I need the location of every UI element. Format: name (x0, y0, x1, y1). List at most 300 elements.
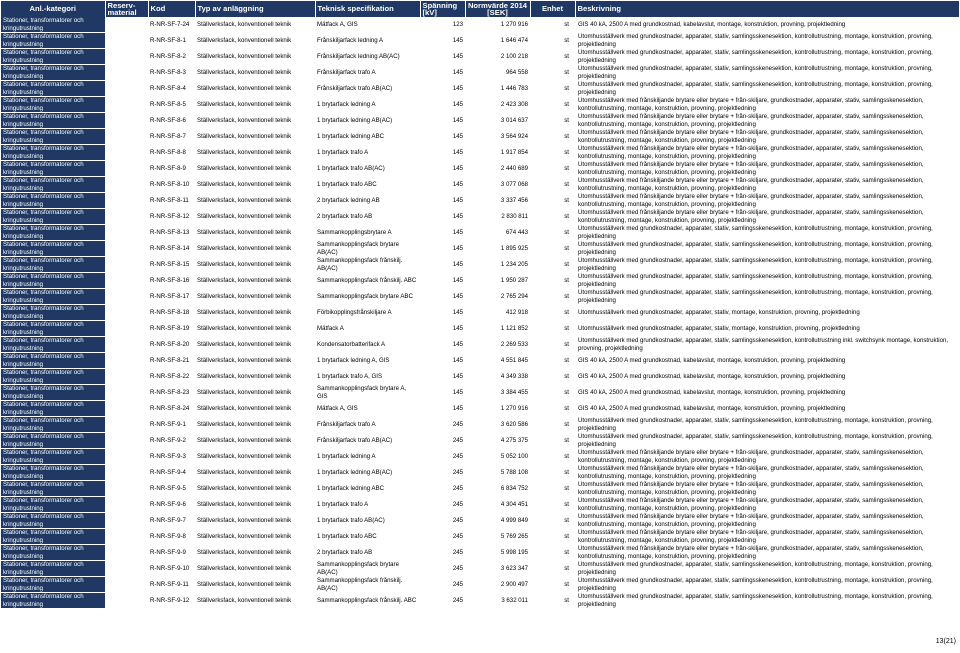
table-row (1, 545, 959, 561)
row-description: Utomhusställverk med frånskiljande brytare eller brytare + från-skiljare, grundkostnader, apparater, stativ, samlingsskenesektion, kontrollutrustning, montage, konstruktion, provning, projektledning (575, 145, 959, 161)
table-row (1, 225, 959, 241)
row-code: R-NR-SF-8-2 (148, 49, 195, 65)
row-technical-spec: 1 brytarfack trafo ABC (315, 177, 420, 193)
row-norm-value: 4 304 451 (465, 497, 530, 513)
row-reserve-material (105, 305, 148, 321)
row-reserve-material (105, 593, 148, 609)
row-facility-type: Ställverksfack, konventionell teknik (195, 209, 315, 225)
row-unit: st (530, 257, 575, 273)
row-norm-value: 1 270 916 (465, 401, 530, 417)
row-description: GIS 40 kA, 2500 A med grundkostnad, kabelavslut, montage, konstruktion, provning, projektledning (575, 353, 959, 369)
row-norm-value: 2 765 294 (465, 289, 530, 305)
row-technical-spec: Frånskiljarfack trafo AB(AC) (315, 81, 420, 97)
row-technical-spec: 2 brytarfack trafo AB (315, 545, 420, 561)
row-norm-value: 3 620 586 (465, 417, 530, 433)
row-category: Stationer, transformatorer och kringutrustning (1, 65, 105, 81)
row-reserve-material (105, 17, 148, 33)
row-reserve-material (105, 193, 148, 209)
row-code: R-NR-SF-8-14 (148, 241, 195, 257)
row-facility-type: Ställverksfack, konventionell teknik (195, 529, 315, 545)
table-row (1, 465, 959, 481)
row-technical-spec: Mätfack A, GIS (315, 401, 420, 417)
row-unit: st (530, 385, 575, 401)
row-code: R-NR-SF-8-4 (148, 81, 195, 97)
row-reserve-material (105, 257, 148, 273)
row-voltage: 245 (420, 529, 465, 545)
table-row (1, 481, 959, 497)
row-unit: st (530, 97, 575, 113)
row-reserve-material (105, 449, 148, 465)
row-voltage: 145 (420, 353, 465, 369)
row-facility-type: Ställverksfack, konventionell teknik (195, 241, 315, 257)
row-technical-spec: 1 brytarfack ledning A (315, 97, 420, 113)
row-norm-value: 2 100 218 (465, 49, 530, 65)
row-code: R-NR-SF-8-20 (148, 337, 195, 353)
row-category: Stationer, transformatorer och kringutrustning (1, 49, 105, 65)
row-technical-spec: Frånskiljarfack trafo A (315, 417, 420, 433)
row-code: R-NR-SF-8-11 (148, 193, 195, 209)
row-description: Utomhusställverk med frånskiljande brytare eller brytare + från-skiljare, grundkostnader, apparater, stativ, samlingsskenesektion, kontrollutrustning, montage, konstruktion, provning, projektledning (575, 545, 959, 561)
row-voltage: 145 (420, 81, 465, 97)
row-unit: st (530, 305, 575, 321)
row-technical-spec: Sammankopplingsfack frånskilj. AB(AC) (315, 577, 420, 593)
row-voltage: 245 (420, 513, 465, 529)
row-facility-type: Ställverksfack, konventionell teknik (195, 513, 315, 529)
row-unit: st (530, 225, 575, 241)
row-code: R-NR-SF-9-11 (148, 577, 195, 593)
row-description: Utomhusställverk med frånskiljande brytare eller brytare + från-skiljare, grundkostnader, apparater, stativ, samlingsskenesektion, kontrollutrustning, montage, konstruktion, provning, projektledning (575, 177, 959, 193)
table-row (1, 353, 959, 369)
row-norm-value: 1 950 287 (465, 273, 530, 289)
row-description: GIS 40 kA, 2500 A med grundkostnad, kabelavslut, montage, konstruktion, provning, projektledning (575, 385, 959, 401)
header-unit: Enhet (530, 1, 575, 17)
row-description: Utomhusställverk med grundkostnader, apparater, stativ, samlingsskenesektion, kontrollutrustning, montage, konstruktion, provning, projektledning (575, 593, 959, 609)
row-technical-spec: 1 brytarfack ledning A (315, 449, 420, 465)
row-category: Stationer, transformatorer och kringutrustning (1, 33, 105, 49)
row-unit: st (530, 577, 575, 593)
table-row (1, 513, 959, 529)
row-category: Stationer, transformatorer och kringutrustning (1, 401, 105, 417)
table-row (1, 33, 959, 49)
row-unit: st (530, 545, 575, 561)
row-norm-value: 2 269 533 (465, 337, 530, 353)
row-facility-type: Ställverksfack, konventionell teknik (195, 561, 315, 577)
row-voltage: 145 (420, 161, 465, 177)
row-category: Stationer, transformatorer och kringutrustning (1, 193, 105, 209)
row-norm-value: 1 121 852 (465, 321, 530, 337)
row-norm-value: 4 349 338 (465, 369, 530, 385)
row-voltage: 145 (420, 129, 465, 145)
row-description: Utomhusställverk med grundkostnader, apparater, stativ, samlingsskenesektion, kontrollutrustning, montage, konstruktion, provning, projektledning (575, 273, 959, 289)
row-description: Utomhusställverk med frånskiljande brytare eller brytare + från-skiljare, grundkostnader, apparater, stativ, samlingsskenesektion, kontrollutrustning, montage, konstruktion, provning, projektledning (575, 97, 959, 113)
row-unit: st (530, 465, 575, 481)
row-category: Stationer, transformatorer och kringutrustning (1, 433, 105, 449)
row-technical-spec: Mätfack A, GIS (315, 17, 420, 33)
row-description: Utomhusställverk med frånskiljande brytare eller brytare + från-skiljare, grundkostnader, apparater, stativ, samlingsskenesektion, kontrollutrustning, montage, konstruktion, provning, projektledning (575, 129, 959, 145)
row-technical-spec: 1 brytarfack trafo AB(AC) (315, 161, 420, 177)
row-voltage: 145 (420, 177, 465, 193)
norm-value-table (1, 1, 960, 609)
row-category: Stationer, transformatorer och kringutrustning (1, 369, 105, 385)
row-description: Utomhusställverk med grundkostnader, apparater, stativ, samlingsskenesektion, kontrollutrustning, montage, konstruktion, provning, projektledning (575, 241, 959, 257)
row-unit: st (530, 481, 575, 497)
row-unit: st (530, 177, 575, 193)
header-category: Anl.-kategori (1, 1, 105, 17)
row-description: Utomhusställverk med grundkostnader, apparater, stativ, samlingsskenesektion, kontrollutrustning, montage, konstruktion, provning, projektledning (575, 81, 959, 97)
row-voltage: 245 (420, 465, 465, 481)
row-technical-spec: 1 brytarfack trafo A (315, 497, 420, 513)
row-category: Stationer, transformatorer och kringutrustning (1, 17, 105, 33)
row-reserve-material (105, 225, 148, 241)
row-category: Stationer, transformatorer och kringutrustning (1, 113, 105, 129)
row-code: R-NR-SF-9-12 (148, 593, 195, 609)
row-facility-type: Ställverksfack, konventionell teknik (195, 465, 315, 481)
row-norm-value: 1 917 854 (465, 145, 530, 161)
row-facility-type: Ställverksfack, konventionell teknik (195, 193, 315, 209)
row-reserve-material (105, 497, 148, 513)
table-row (1, 593, 959, 609)
row-norm-value: 3 564 924 (465, 129, 530, 145)
row-facility-type: Ställverksfack, konventionell teknik (195, 81, 315, 97)
table-row (1, 65, 959, 81)
row-voltage: 145 (420, 209, 465, 225)
row-voltage: 145 (420, 385, 465, 401)
row-norm-value: 2 900 497 (465, 577, 530, 593)
table-row (1, 97, 959, 113)
row-technical-spec: Sammankopplingsfack frånskilj. ABC (315, 273, 420, 289)
row-unit: st (530, 193, 575, 209)
row-unit: st (530, 129, 575, 145)
row-reserve-material (105, 481, 148, 497)
table-row (1, 289, 959, 305)
table-row (1, 449, 959, 465)
row-code: R-NR-SF-8-13 (148, 225, 195, 241)
row-voltage: 145 (420, 289, 465, 305)
row-norm-value: 412 918 (465, 305, 530, 321)
row-norm-value: 2 423 308 (465, 97, 530, 113)
row-norm-value: 1 234 205 (465, 257, 530, 273)
row-reserve-material (105, 337, 148, 353)
row-technical-spec: 1 brytarfack ledning A, GIS (315, 353, 420, 369)
row-code: R-NR-SF-8-5 (148, 97, 195, 113)
header-facility-type: Typ av anläggning (195, 1, 315, 17)
table-row (1, 385, 959, 401)
row-reserve-material (105, 161, 148, 177)
header-description: Beskrivning (575, 1, 959, 17)
table-row (1, 161, 959, 177)
row-code: R-NR-SF-8-21 (148, 353, 195, 369)
row-reserve-material (105, 97, 148, 113)
row-technical-spec: Frånskiljarfack trafo A (315, 65, 420, 81)
row-facility-type: Ställverksfack, konventionell teknik (195, 33, 315, 49)
row-description: Utomhusställverk med grundkostnader, apparater, stativ, samlingsskenesektion, kontrollutrustning, montage, konstruktion, provning, projektledning (575, 289, 959, 305)
row-reserve-material (105, 129, 148, 145)
row-description: Utomhusställverk med grundkostnader, apparater, stativ, samlingsskenesektion, kontrollutrustning, montage, konstruktion, provning, projektledning (575, 33, 959, 49)
row-technical-spec: 1 brytarfack trafo AB(AC) (315, 513, 420, 529)
row-description: Utomhusställverk med grundkostnader, apparater, stativ, samlingsskenesektion, kontrollutrustning, montage, konstruktion, provning, projektledning (575, 257, 959, 273)
row-category: Stationer, transformatorer och kringutrustning (1, 353, 105, 369)
row-norm-value: 4 275 375 (465, 433, 530, 449)
row-unit: st (530, 209, 575, 225)
row-technical-spec: Mätfack A (315, 321, 420, 337)
row-technical-spec: 1 brytarfack ledning AB(AC) (315, 113, 420, 129)
table-row (1, 321, 959, 337)
row-code: R-NR-SF-8-15 (148, 257, 195, 273)
row-technical-spec: Sammankopplingsfack frånskilj. ABC (315, 593, 420, 609)
row-description: Utomhusställverk med frånskiljande brytare eller brytare + från-skiljare, grundkostnader, apparater, stativ, samlingsskenesektion, kontrollutrustning, montage, konstruktion, provning, projektledning (575, 481, 959, 497)
row-voltage: 145 (420, 321, 465, 337)
table-row (1, 561, 959, 577)
row-unit: st (530, 161, 575, 177)
row-facility-type: Ställverksfack, konventionell teknik (195, 337, 315, 353)
row-reserve-material (105, 289, 148, 305)
row-facility-type: Ställverksfack, konventionell teknik (195, 577, 315, 593)
row-reserve-material (105, 321, 148, 337)
row-technical-spec: 1 brytarfack ledning ABC (315, 481, 420, 497)
row-facility-type: Ställverksfack, konventionell teknik (195, 481, 315, 497)
row-code: R-NR-SF-8-10 (148, 177, 195, 193)
row-voltage: 245 (420, 417, 465, 433)
row-unit: st (530, 145, 575, 161)
row-norm-value: 3 623 347 (465, 561, 530, 577)
row-category: Stationer, transformatorer och kringutrustning (1, 129, 105, 145)
table-row (1, 401, 959, 417)
table-row (1, 129, 959, 145)
row-voltage: 245 (420, 593, 465, 609)
row-norm-value: 5 769 265 (465, 529, 530, 545)
row-reserve-material (105, 65, 148, 81)
row-voltage: 245 (420, 577, 465, 593)
row-code: R-NR-SF-9-1 (148, 417, 195, 433)
row-category: Stationer, transformatorer och kringutrustning (1, 577, 105, 593)
row-unit: st (530, 369, 575, 385)
row-description: GIS 40 kA, 2500 A med grundkostnad, kabelavslut, montage, konstruktion, provning, projektledning (575, 401, 959, 417)
row-reserve-material (105, 513, 148, 529)
row-category: Stationer, transformatorer och kringutrustning (1, 97, 105, 113)
row-technical-spec: Kondensatorbatterifack A (315, 337, 420, 353)
row-description: Utomhusställverk med grundkostnader, apparater, stativ, montage, konstruktion, provning, projektledning (575, 305, 959, 321)
row-description: Utomhusställverk med frånskiljande brytare eller brytare + från-skiljare, grundkostnader, apparater, stativ, samlingsskenesektion, kontrollutrustning, montage, konstruktion, provning, projektledning (575, 209, 959, 225)
table-row (1, 145, 959, 161)
row-unit: st (530, 113, 575, 129)
row-code: R-NR-SF-8-18 (148, 305, 195, 321)
table-row (1, 81, 959, 97)
row-reserve-material (105, 145, 148, 161)
row-facility-type: Ställverksfack, konventionell teknik (195, 225, 315, 241)
row-norm-value: 964 558 (465, 65, 530, 81)
row-voltage: 145 (420, 65, 465, 81)
row-voltage: 145 (420, 273, 465, 289)
row-facility-type: Ställverksfack, konventionell teknik (195, 97, 315, 113)
row-voltage: 123 (420, 17, 465, 33)
row-facility-type: Ställverksfack, konventionell teknik (195, 433, 315, 449)
row-description: Utomhusställverk med grundkostnader, apparater, stativ, samlingsskenesektion, kontrollutrustning, montage, konstruktion, provning, projektledning (575, 433, 959, 449)
row-voltage: 145 (420, 49, 465, 65)
row-description: GIS 40 kA, 2500 A med grundkostnad, kabelavslut, montage, konstruktion, provning, projektledning (575, 369, 959, 385)
row-reserve-material (105, 49, 148, 65)
row-voltage: 145 (420, 305, 465, 321)
row-reserve-material (105, 465, 148, 481)
row-unit: st (530, 513, 575, 529)
row-code: R-NR-SF-9-10 (148, 561, 195, 577)
table-row (1, 433, 959, 449)
row-voltage: 145 (420, 369, 465, 385)
row-facility-type: Ställverksfack, konventionell teknik (195, 417, 315, 433)
row-unit: st (530, 337, 575, 353)
row-reserve-material (105, 369, 148, 385)
row-facility-type: Ställverksfack, konventionell teknik (195, 257, 315, 273)
row-norm-value: 674 443 (465, 225, 530, 241)
row-voltage: 145 (420, 225, 465, 241)
row-unit: st (530, 17, 575, 33)
row-category: Stationer, transformatorer och kringutrustning (1, 465, 105, 481)
row-code: R-NR-SF-9-6 (148, 497, 195, 513)
row-reserve-material (105, 113, 148, 129)
row-description: Utomhusställverk med frånskiljande brytare eller brytare + från-skiljare, grundkostnader, apparater, stativ, samlingsskenesektion, kontrollutrustning, montage, konstruktion, provning, projektledning (575, 513, 959, 529)
row-code: R-NR-SF-7-24 (148, 17, 195, 33)
row-voltage: 145 (420, 97, 465, 113)
row-voltage: 245 (420, 433, 465, 449)
table-row (1, 209, 959, 225)
row-code: R-NR-SF-9-8 (148, 529, 195, 545)
row-technical-spec: Sammankopplingsfack brytare AB(AC) (315, 241, 420, 257)
row-reserve-material (105, 385, 148, 401)
row-unit: st (530, 497, 575, 513)
row-code: R-NR-SF-8-24 (148, 401, 195, 417)
row-facility-type: Ställverksfack, konventionell teknik (195, 17, 315, 33)
row-facility-type: Ställverksfack, konventionell teknik (195, 145, 315, 161)
row-category: Stationer, transformatorer och kringutrustning (1, 385, 105, 401)
row-unit: st (530, 593, 575, 609)
row-voltage: 145 (420, 113, 465, 129)
row-code: R-NR-SF-8-22 (148, 369, 195, 385)
row-unit: st (530, 529, 575, 545)
row-norm-value: 5 998 195 (465, 545, 530, 561)
row-norm-value: 5 788 108 (465, 465, 530, 481)
row-unit: st (530, 401, 575, 417)
row-code: R-NR-SF-8-16 (148, 273, 195, 289)
row-description: GIS 40 kA, 2500 A med grundkostnad, kabelavslut, montage, konstruktion, provning, projektledning (575, 17, 959, 33)
row-norm-value: 3 384 455 (465, 385, 530, 401)
row-voltage: 245 (420, 561, 465, 577)
row-description: Utomhusställverk med frånskiljande brytare eller brytare + från-skiljare, grundkostnader, apparater, stativ, samlingsskenesektion, kontrollutrustning, montage, konstruktion, provning, projektledning (575, 113, 959, 129)
row-unit: st (530, 417, 575, 433)
row-code: R-NR-SF-8-12 (148, 209, 195, 225)
row-voltage: 245 (420, 497, 465, 513)
row-norm-value: 1 895 925 (465, 241, 530, 257)
row-technical-spec: 2 brytarfack ledning AB (315, 193, 420, 209)
header-code: Kod (148, 1, 195, 17)
row-norm-value: 3 337 456 (465, 193, 530, 209)
row-technical-spec: Frånskiljarfack ledning AB(AC) (315, 49, 420, 65)
row-reserve-material (105, 417, 148, 433)
row-code: R-NR-SF-8-8 (148, 145, 195, 161)
row-facility-type: Ställverksfack, konventionell teknik (195, 305, 315, 321)
row-category: Stationer, transformatorer och kringutrustning (1, 593, 105, 609)
row-voltage: 145 (420, 193, 465, 209)
row-norm-value: 3 632 011 (465, 593, 530, 609)
row-description: Utomhusställverk med grundkostnader, apparater, stativ, samlingsskenesektion, kontrollutrustning, montage, konstruktion, provning, projektledning (575, 225, 959, 241)
row-category: Stationer, transformatorer och kringutrustning (1, 337, 105, 353)
row-norm-value: 1 646 474 (465, 33, 530, 49)
row-facility-type: Ställverksfack, konventionell teknik (195, 353, 315, 369)
header-norm-value: Normvärde 2014 [SEK] (465, 1, 530, 17)
row-unit: st (530, 289, 575, 305)
row-reserve-material (105, 561, 148, 577)
row-technical-spec: Sammankopplingsfack brytare AB(AC) (315, 561, 420, 577)
row-norm-value: 3 077 068 (465, 177, 530, 193)
header-voltage: Spänning [kV] (420, 1, 465, 17)
row-description: Utomhusställverk med grundkostnader, apparater, stativ, samlingsskenesektion, kontrollutrustning, montage, konstruktion, provning, projektledning (575, 65, 959, 81)
table-row (1, 193, 959, 209)
row-reserve-material (105, 273, 148, 289)
row-technical-spec: 1 brytarfack ledning AB(AC) (315, 465, 420, 481)
row-category: Stationer, transformatorer och kringutrustning (1, 273, 105, 289)
row-unit: st (530, 81, 575, 97)
row-description: Utomhusställverk med grundkostnader, apparater, stativ, samlingsskenesektion, kontrollutrustning inkl. switchsynk montage, konstruktion, provning, projektledning (575, 337, 959, 353)
row-code: R-NR-SF-9-2 (148, 433, 195, 449)
row-category: Stationer, transformatorer och kringutrustning (1, 545, 105, 561)
row-code: R-NR-SF-9-9 (148, 545, 195, 561)
row-reserve-material (105, 241, 148, 257)
row-norm-value: 4 999 849 (465, 513, 530, 529)
row-reserve-material (105, 209, 148, 225)
row-category: Stationer, transformatorer och kringutrustning (1, 209, 105, 225)
table-body (1, 17, 959, 609)
row-category: Stationer, transformatorer och kringutrustning (1, 449, 105, 465)
row-reserve-material (105, 401, 148, 417)
row-unit: st (530, 433, 575, 449)
table-header (1, 1, 959, 17)
row-facility-type: Ställverksfack, konventionell teknik (195, 113, 315, 129)
row-description: Utomhusställverk med grundkostnader, apparater, stativ, samlingsskenesektion, kontrollutrustning, montage, konstruktion, provning, projektledning (575, 577, 959, 593)
row-code: R-NR-SF-9-5 (148, 481, 195, 497)
row-facility-type: Ställverksfack, konventionell teknik (195, 593, 315, 609)
row-description: Utomhusställverk med frånskiljande brytare eller brytare + från-skiljare, grundkostnader, apparater, stativ, samlingsskenesektion, kontrollutrustning, montage, konstruktion, provning, projektledning (575, 465, 959, 481)
row-voltage: 145 (420, 145, 465, 161)
row-unit: st (530, 241, 575, 257)
row-voltage: 145 (420, 401, 465, 417)
row-category: Stationer, transformatorer och kringutrustning (1, 321, 105, 337)
row-reserve-material (105, 177, 148, 193)
table-row (1, 417, 959, 433)
row-facility-type: Ställverksfack, konventionell teknik (195, 385, 315, 401)
row-norm-value: 4 551 845 (465, 353, 530, 369)
table-row (1, 49, 959, 65)
row-unit: st (530, 561, 575, 577)
row-code: R-NR-SF-8-3 (148, 65, 195, 81)
table-row (1, 17, 959, 33)
row-facility-type: Ställverksfack, konventionell teknik (195, 129, 315, 145)
row-technical-spec: 1 brytarfack trafo A, GIS (315, 369, 420, 385)
row-facility-type: Ställverksfack, konventionell teknik (195, 321, 315, 337)
row-technical-spec: Frånskiljarfack ledning A (315, 33, 420, 49)
row-voltage: 145 (420, 241, 465, 257)
row-norm-value: 2 830 811 (465, 209, 530, 225)
row-voltage: 145 (420, 257, 465, 273)
row-code: R-NR-SF-8-19 (148, 321, 195, 337)
row-facility-type: Ställverksfack, konventionell teknik (195, 401, 315, 417)
row-category: Stationer, transformatorer och kringutrustning (1, 161, 105, 177)
row-description: Utomhusställverk med frånskiljande brytare eller brytare + från-skiljare, grundkostnader, apparater, stativ, samlingsskenesektion, kontrollutrustning, montage, konstruktion, provning, projektledning (575, 497, 959, 513)
row-unit: st (530, 273, 575, 289)
row-reserve-material (105, 545, 148, 561)
row-category: Stationer, transformatorer och kringutrustning (1, 305, 105, 321)
row-unit: st (530, 49, 575, 65)
row-reserve-material (105, 353, 148, 369)
row-facility-type: Ställverksfack, konventionell teknik (195, 161, 315, 177)
row-code: R-NR-SF-8-9 (148, 161, 195, 177)
